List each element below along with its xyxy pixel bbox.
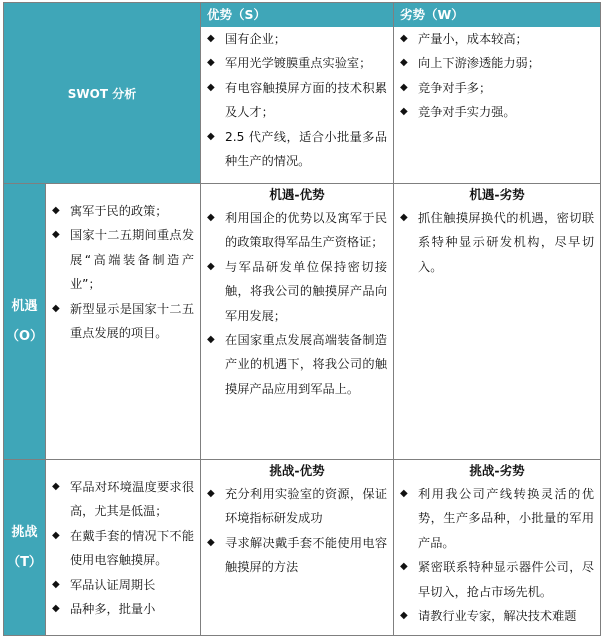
wt-item <box>394 482 594 555</box>
opportunity-items-cell <box>46 184 201 460</box>
diamond-bullet-icon: ◆ <box>207 212 215 223</box>
threat-item <box>46 597 194 621</box>
diamond-bullet-icon: ◆ <box>207 130 215 142</box>
wt-item-text: 紧密联系特种显示器件公司，尽早切入，抢占市场先机。 <box>418 560 595 599</box>
strength-item <box>201 27 387 51</box>
so-item <box>201 328 387 401</box>
swot-corner-cell <box>4 3 201 184</box>
diamond-bullet-icon: ◆ <box>207 260 215 272</box>
wo-title: 机遇-劣势 <box>469 187 525 202</box>
opportunity-code: （O） <box>5 328 44 344</box>
threat-item-text: 军品认证周期长 <box>70 577 156 592</box>
opportunity-label-cell <box>4 184 46 460</box>
wt-title: 挑战-劣势 <box>469 463 525 478</box>
weakness-cell <box>394 3 601 184</box>
so-item-text: 在国家重点发展高端装备制造产业的机遇下，将我公司的触摸屏产品应用到军品上。 <box>225 333 388 396</box>
weakness-item <box>394 51 594 75</box>
strength-item <box>201 76 387 125</box>
strength-list <box>201 27 393 173</box>
wt-list <box>394 482 600 628</box>
st-title: 挑战-优势 <box>269 463 325 478</box>
st-list <box>201 482 393 580</box>
opportunity-item-text: 国家十二五期间重点发展“高端装备制造产业”； <box>70 228 195 292</box>
threat-item <box>46 475 194 524</box>
diamond-bullet-icon: ◆ <box>207 334 215 346</box>
weakness-item <box>394 100 594 124</box>
weakness-header: 劣势（W） <box>394 3 600 27</box>
diamond-bullet-icon: ◆ <box>52 603 60 615</box>
weakness-list <box>394 27 600 125</box>
opportunity-item <box>46 199 194 223</box>
so-item <box>201 255 387 328</box>
wt-item <box>394 604 594 628</box>
strength-item <box>201 51 387 75</box>
threat-items-cell <box>46 460 201 636</box>
st-item-text: 充分利用实验室的资源，保证环境指标研发成功 <box>225 487 388 526</box>
weakness-item-text: 产量小，成本较高； <box>418 32 528 46</box>
threat-row <box>4 460 601 636</box>
strength-item <box>201 125 387 174</box>
diamond-bullet-icon: ◆ <box>52 481 60 492</box>
diamond-bullet-icon: ◆ <box>400 561 408 573</box>
header-row <box>4 3 601 184</box>
diamond-bullet-icon: ◆ <box>400 57 408 69</box>
wt-item-text: 利用我公司产线转换灵活的优势，生产多品种，小批量的军用产品。 <box>418 487 595 550</box>
weakness-item-text: 向上下游渗透能力弱； <box>418 56 540 71</box>
wo-item <box>394 206 594 279</box>
wo-item-text: 抓住触摸屏换代的机遇，密切联系特种显示研发机构，尽早切入。 <box>418 211 595 274</box>
threat-item-text: 在戴手套的情况下不能使用电容触摸屏。 <box>70 528 195 568</box>
diamond-bullet-icon: ◆ <box>400 610 408 622</box>
st-item-text: 寻求解决戴手套不能使用电容触摸屏的方法 <box>225 535 388 575</box>
so-title: 机遇-优势 <box>269 187 325 202</box>
diamond-bullet-icon: ◆ <box>52 229 60 241</box>
diamond-bullet-icon: ◆ <box>400 33 408 44</box>
diamond-bullet-icon: ◆ <box>207 33 215 44</box>
threat-list <box>46 475 200 621</box>
diamond-bullet-icon: ◆ <box>207 536 215 548</box>
threat-label: 挑战 <box>11 524 38 540</box>
threat-item-text: 品种多，批量小 <box>70 602 156 617</box>
st-item <box>201 531 387 580</box>
threat-item-text: 军品对环境温度要求很高，尤其是低温； <box>70 480 195 519</box>
so-item-text: 与军品研发单位保持密切接触，将我公司的触摸屏产品向军用发展； <box>225 259 388 323</box>
strength-item-text: 有电容触摸屏方面的技术积累及人才； <box>225 80 388 120</box>
diamond-bullet-icon: ◆ <box>52 302 60 314</box>
strength-item-text: 国有企业； <box>225 32 286 46</box>
weakness-item-text: 竞争对手实力强。 <box>418 105 516 120</box>
diamond-bullet-icon: ◆ <box>207 488 215 499</box>
opportunity-item-text: 新型显示是国家十二五重点发展的项目。 <box>70 301 195 341</box>
so-cell <box>201 184 394 460</box>
diamond-bullet-icon: ◆ <box>52 205 60 216</box>
st-item <box>201 482 387 531</box>
diamond-bullet-icon: ◆ <box>400 81 408 93</box>
strength-header: 优势（S） <box>201 3 393 27</box>
opportunity-list <box>46 199 200 345</box>
wt-cell <box>394 460 601 636</box>
weakness-item <box>394 27 594 51</box>
so-item-text: 利用国企的优势以及寓军于民的政策取得军品生产资格证； <box>225 211 388 250</box>
threat-item <box>46 524 194 573</box>
opportunity-item-text: 寓军于民的政策； <box>70 204 168 218</box>
diamond-bullet-icon: ◆ <box>400 212 408 223</box>
swot-corner-label: SWOT 分析 <box>67 86 137 101</box>
diamond-bullet-icon: ◆ <box>52 529 60 541</box>
wt-item <box>394 555 594 604</box>
st-cell <box>201 460 394 636</box>
diamond-bullet-icon: ◆ <box>207 81 215 93</box>
strength-cell <box>201 3 394 184</box>
opportunity-label: 机遇 <box>11 298 38 314</box>
opportunity-row <box>4 184 601 460</box>
threat-item <box>46 573 194 597</box>
wo-list <box>394 206 600 279</box>
threat-label-cell <box>4 460 46 636</box>
diamond-bullet-icon: ◆ <box>52 578 60 590</box>
strength-item-text: 军用光学镀膜重点实验室； <box>225 56 372 71</box>
wt-item-text: 请教行业专家，解决技术难题 <box>418 609 577 624</box>
weakness-item-text: 竞争对手多； <box>418 80 492 95</box>
swot-table <box>3 2 601 636</box>
opportunity-item <box>46 223 194 296</box>
diamond-bullet-icon: ◆ <box>207 57 215 69</box>
strength-item-text: 2.5 代产线，适合小批量多品种生产的情况。 <box>225 129 388 169</box>
opportunity-item <box>46 297 194 346</box>
threat-code: （T） <box>7 554 42 570</box>
diamond-bullet-icon: ◆ <box>400 488 408 499</box>
weakness-item <box>394 76 594 100</box>
diamond-bullet-icon: ◆ <box>400 106 408 118</box>
so-list <box>201 206 393 401</box>
so-item <box>201 206 387 255</box>
wo-cell <box>394 184 601 460</box>
